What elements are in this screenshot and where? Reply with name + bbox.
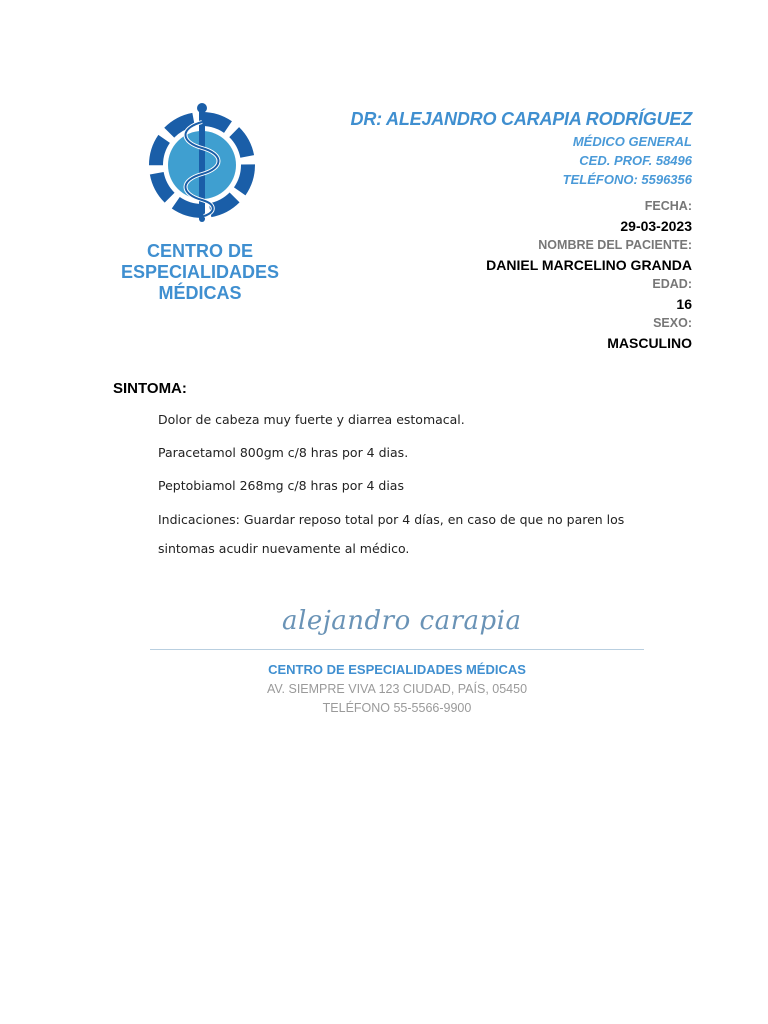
signature-line [150,649,644,650]
doctor-license: CED. PROF. 58496 [579,153,692,168]
clinic-name-line-1: CENTRO DE [146,241,253,261]
indications-line-2: sintomas acudir nuevamente al médico. [158,541,410,556]
age-label: EDAD: [652,277,692,291]
doctor-phone: TELÉFONO: 5596356 [562,172,692,187]
doctor-header [292,108,692,189]
date-value: 29-03-2023 [620,217,692,234]
footer-address: AV. SIEMPRE VIVA 123 CIUDAD, PAÍS, 05450 [266,682,528,696]
symptom-label: SINTOMA: [113,380,187,397]
footer-phone: TELÉFONO 55-5566-9900 [322,701,472,715]
date-label: FECHA: [644,199,692,213]
medication-line-1: Paracetamol 800gm c/8 hras por 4 dias. [158,445,409,460]
prescription-body [158,410,658,576]
symptom-text: Dolor de cabeza muy fuerte y diarrea estomacal. [158,412,465,427]
patient-name-label: NOMBRE DEL PACIENTE: [538,238,692,252]
clinic-name-line-2: ESPECIALIDADES [120,262,280,282]
indications-line-1: Indicaciones: Guardar reposo total por 4 días, en caso de que no paren los [158,512,625,527]
doctor-specialty: MÉDICO GENERAL [572,134,692,149]
clinic-name [100,241,300,304]
sex-label: SEXO: [653,316,692,330]
footer-clinic-name: CENTRO DE ESPECIALIDADES MÉDICAS [268,662,526,677]
patient-name-value: DANIEL MARCELINO GRANDA [486,256,692,273]
medication-line-2: Peptobiamol 268mg c/8 hras por 4 dias [158,478,404,493]
patient-info [292,197,692,353]
age-value: 16 [676,295,692,312]
signature: alejandro carapia [282,606,522,636]
clinic-name-line-3: MÉDICAS [158,283,242,303]
doctor-name: DR: ALEJANDRO CARAPIA RODRÍGUEZ [350,109,692,129]
sex-value: MASCULINO [607,334,692,351]
indications-text [158,505,658,563]
clinic-logo-icon [140,100,265,230]
footer [150,660,644,718]
